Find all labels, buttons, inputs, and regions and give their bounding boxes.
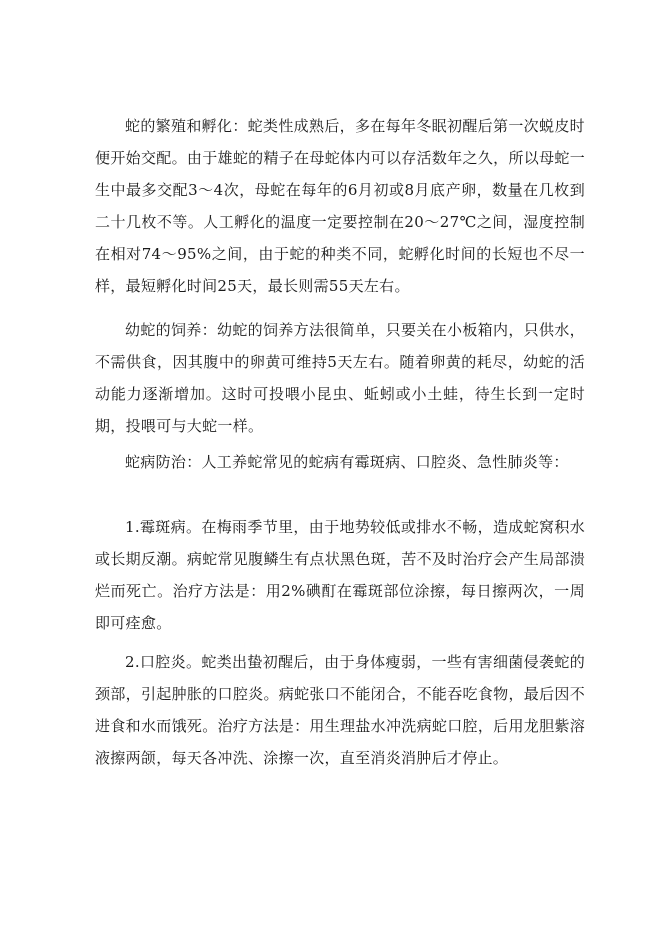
paragraph-disease-prevention: 蛇病防治：人工养蛇常见的蛇病有霉斑病、口腔炎、急性肺炎等：	[125, 453, 569, 471]
paragraph-breeding-incubation: 蛇的繁殖和孵化：蛇类性成熟后，多在每年冬眠初醒后第一次蜕皮时便开始交配。由于雄蛇的精子在母蛇体内可以存活数年之久，所以母蛇一生中最多交配3～4次，母蛇在每年的6月初或8月底产卵，数量在几枚到二十几枚不等。人工孵化的温度一定要控制在20～27℃之间，湿度控制在相对74～95%之间，由于蛇的种类不同，蛇孵化时间的长短也不尽一样，最短孵化时间25天，最长则需55天左右。	[95, 117, 585, 295]
paragraph-stomatitis: 2.口腔炎。蛇类出蛰初醒后，由于身体瘦弱，一些有害细菌侵袭蛇的颈部，引起肿胀的口腔炎。病蛇张口不能闭合，不能吞吃食物，最后因不进食和水而饿死。治疗方法是：用生理盐水冲洗病蛇口腔，后用龙胆紫溶液擦两颌，每天各冲洗、涂擦一次，直至消炎消肿后才停止。	[95, 653, 585, 767]
paragraph-mildew-spot-disease: 1.霉斑病。在梅雨季节里，由于地势较低或排水不畅，造成蛇窝积水或长期反潮。病蛇常见腹鳞生有点状黑色斑，苦不及时治疗会产生局部溃烂而死亡。治疗方法是：用2%碘酊在霉斑部位涂擦，每日擦两次，一周即可痊愈。	[95, 518, 585, 632]
paragraph-young-snake-feeding: 幼蛇的饲养：幼蛇的饲养方法很简单，只要关在小板箱内，只供水，不需供食，因其腹中的卵黄可维持5天左右。随着卵黄的耗尽，幼蛇的活动能力逐渐增加。这时可投喂小昆虫、蚯蚓或小土蛙，待生长到一定时期，投喂可与大蛇一样。	[95, 321, 585, 435]
